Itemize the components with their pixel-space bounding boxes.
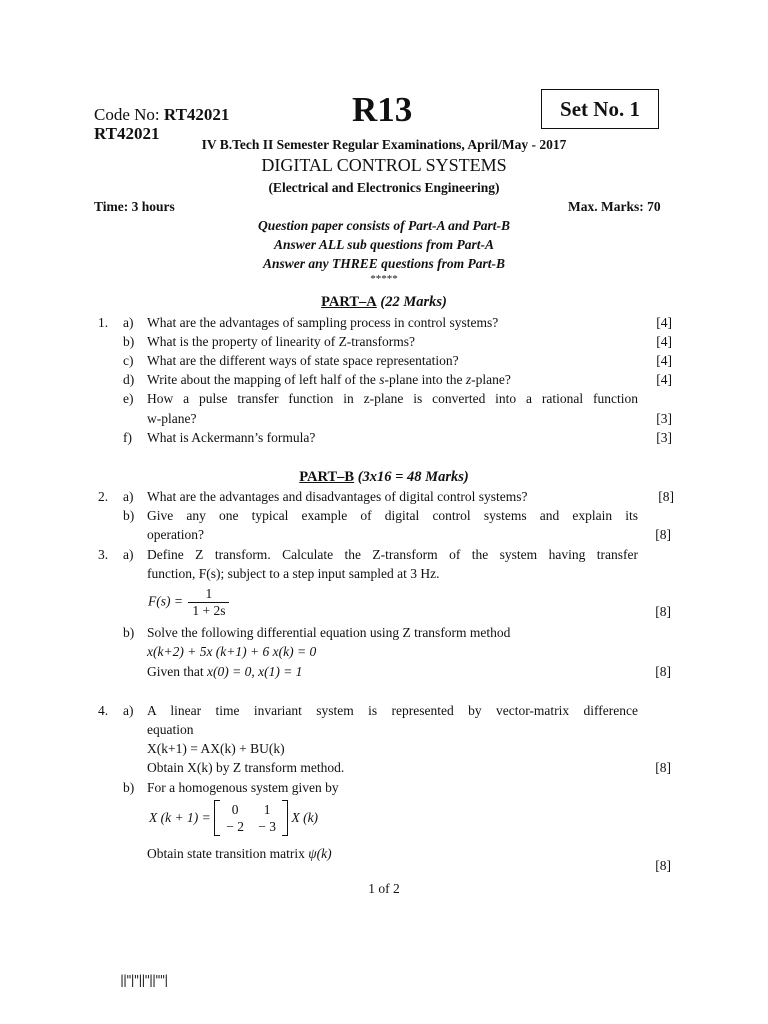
q1b-text: What is the property of linearity of Z-transforms? — [147, 334, 416, 349]
q2b-label: b) — [123, 508, 135, 523]
q3a-equation — [148, 586, 229, 619]
code-number — [94, 105, 229, 125]
separator-stars: ***** — [370, 273, 398, 285]
part-b-title — [0, 469, 768, 486]
q4a-text-line1: A linear time invariant system is represented by vector-matrix difference — [147, 703, 638, 718]
matrix-cell-22: − 3 — [258, 819, 276, 834]
q1e-text-line1: How a pulse transfer function in z-plane is converted into a rational function — [147, 391, 638, 406]
q3a-marks: [8] — [655, 604, 671, 619]
matrix-cell-21: − 2 — [226, 819, 244, 834]
q4a-label: a) — [123, 703, 134, 718]
q1f-text: What is Ackermann’s formula? — [147, 430, 316, 445]
q3b-marks: [8] — [655, 664, 671, 679]
q1a-marks: [4] — [656, 315, 672, 330]
q3b-label: b) — [123, 625, 135, 640]
q1d-marks: [4] — [656, 372, 672, 387]
q4a-text-line3: Obtain X(k) by Z transform method. — [147, 760, 345, 775]
q1-number: 1. — [98, 315, 109, 330]
time: Time: 3 hours — [94, 199, 175, 214]
q1e-label: e) — [123, 391, 134, 406]
q1c-marks: [4] — [656, 353, 672, 368]
barcode: ||''|''||''||''''| — [120, 973, 168, 987]
instruction-3: Answer any THREE questions from Part-B — [263, 256, 505, 271]
q1e-marks: [3] — [656, 411, 672, 426]
q3b-equation: x(k+2) + 5x (k+1) + 6 x(k) = 0 — [147, 644, 317, 659]
part-a-title — [0, 294, 768, 311]
code-label: Code No: — [94, 105, 160, 124]
q2a-label: a) — [123, 489, 134, 504]
part-b-marks: (3x16 = 48 Marks) — [357, 469, 469, 485]
code-ghost: RT42021 — [94, 124, 160, 143]
q4b-text-line2: Obtain state transition matrix ψ(k) — [147, 846, 332, 861]
matrix-cell-11: 0 — [231, 802, 239, 817]
q1a-text: What are the advantages of sampling process in control systems? — [147, 315, 499, 330]
q1c-text: What are the different ways of state space representation? — [147, 353, 459, 368]
q3a-eq-numerator: 1 — [205, 586, 213, 601]
q4b-label: b) — [123, 780, 135, 795]
q1d-text: Write about the mapping of left half of the s-plane into the z-plane? — [147, 372, 511, 387]
q1e-text-line2: w-plane? — [147, 411, 197, 426]
q4b-matrix — [214, 800, 288, 836]
q4-number: 4. — [98, 703, 109, 718]
code-value: RT42021 — [163, 105, 230, 124]
psi-symbol: ψ(k) — [308, 846, 332, 861]
q3a-eq-denominator: 1 + 2s — [188, 602, 229, 619]
q3-number: 3. — [98, 547, 109, 562]
q1f-label: f) — [123, 430, 132, 445]
part-a-marks: (22 Marks) — [380, 294, 447, 310]
q4a-text-line2: equation — [147, 722, 194, 737]
q3a-eq-lhs: F(s) = — [148, 593, 183, 609]
q1a-label: a) — [123, 315, 134, 330]
set-number-box: Set No. 1 — [541, 89, 659, 129]
page-number: 1 of 2 — [368, 881, 400, 896]
part-b-label: PART–B — [299, 469, 355, 485]
q3a-text-line1: Define Z transform. Calculate the Z-transform of the system having transfer — [147, 547, 638, 562]
q2b-marks: [8] — [655, 527, 671, 542]
q2b-text-line2: operation? — [147, 527, 204, 542]
max-marks: Max. Marks: 70 — [568, 199, 661, 214]
q1f-marks: [3] — [656, 430, 672, 445]
q4b-marks: [8] — [655, 858, 671, 873]
q4b-eq-rhs: X (k) — [291, 810, 319, 825]
part-a-label: PART–A — [321, 294, 377, 310]
subject-title: DIGITAL CONTROL SYSTEMS — [261, 155, 507, 175]
exam-title: IV B.Tech II Semester Regular Examinations, April/May - 2017 — [201, 137, 567, 152]
q3b-text-line1: Solve the following differential equation using Z transform method — [147, 625, 511, 640]
q2b-text-line1: Give any one typical example of digital control systems and explain its — [147, 508, 638, 523]
regulation: R13 — [352, 90, 413, 129]
q4b-eq-lhs: X (k + 1) = — [149, 810, 211, 825]
q1d-label: d) — [123, 372, 135, 387]
q2-number: 2. — [98, 489, 109, 504]
instruction-1: Question paper consists of Part-A and Part-B — [257, 218, 511, 233]
q4a-equation: X(k+1) = AX(k) + BU(k) — [147, 741, 285, 756]
q4b-text-line1: For a homogenous system given by — [147, 780, 339, 795]
q3b-given: Given that x(0) = 0, x(1) = 1 — [147, 664, 303, 679]
q1c-label: c) — [123, 353, 134, 368]
q2a-text: What are the advantages and disadvantages of digital control systems? — [147, 489, 528, 504]
branch: (Electrical and Electronics Engineering) — [268, 180, 500, 195]
q1b-label: b) — [123, 334, 135, 349]
q4b-equation — [149, 800, 318, 836]
q4a-marks: [8] — [655, 760, 671, 775]
q3a-text-line2: function, F(s); subject to a step input sampled at 3 Hz. — [147, 566, 440, 581]
matrix-cell-12: 1 — [263, 802, 271, 817]
instruction-2: Answer ALL sub questions from Part-A — [274, 237, 494, 252]
q3a-label: a) — [123, 547, 134, 562]
q2a-marks: [8] — [658, 489, 674, 504]
q1b-marks: [4] — [656, 334, 672, 349]
q3a-fraction — [188, 586, 229, 619]
